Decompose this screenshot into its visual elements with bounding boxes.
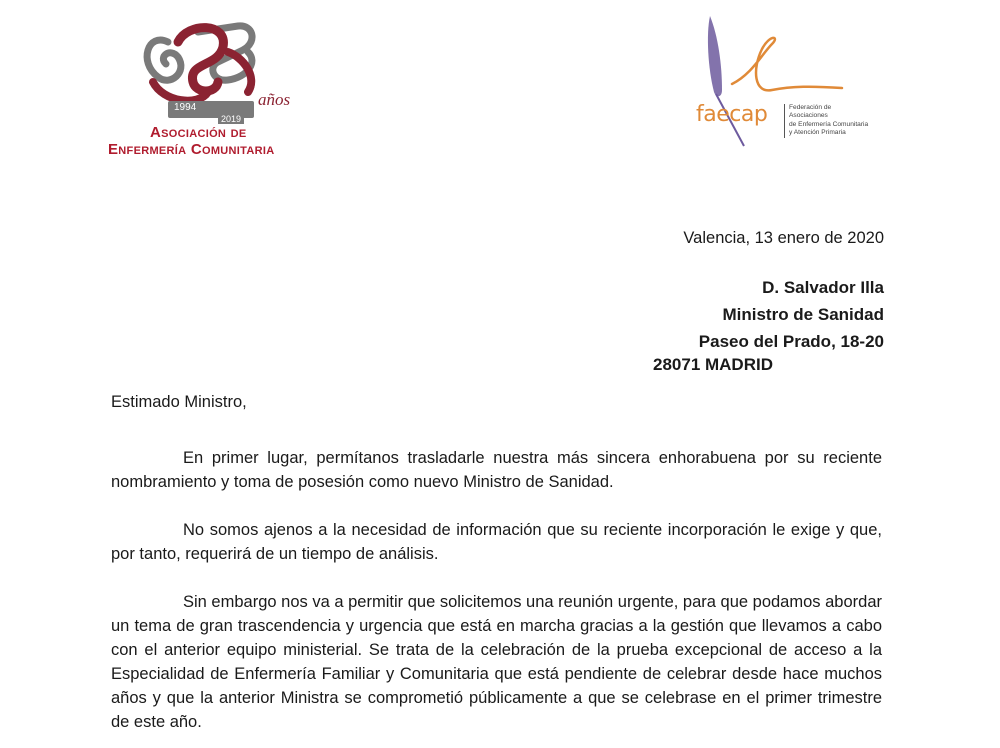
aec-name-line1: Asociación de [150, 124, 247, 141]
faecap-desc-line1: Federación de Asociaciones [789, 104, 832, 120]
faecap-desc-line2: de Enfermería Comunitaria [789, 120, 869, 128]
faecap-desc-line3: y Atención Primaria [789, 129, 846, 137]
recipient-title: Ministro de Sanidad [722, 305, 884, 324]
greeting: Estimado Ministro, [111, 393, 247, 411]
recipient-city: 28071 MADRID [653, 355, 773, 374]
faecap-description [784, 104, 871, 138]
paragraph-1: En primer lugar, permítanos trasladarle nuestra más sincera enhorabuena por su reciente nombramiento y toma de posesión como nuevo Ministro de Sanidad. [111, 449, 882, 491]
recipient-name: D. Salvador Illa [762, 278, 884, 297]
aec-name-line2: Enfermería Comunitaria [108, 141, 275, 158]
year-start: 1994 [174, 102, 197, 113]
faecap-wordmark: faecap [696, 102, 768, 127]
anos-label: años [258, 90, 291, 109]
recipient-street: Paseo del Prado, 18-20 [698, 332, 884, 351]
aec-logo [108, 22, 308, 162]
letter-date: Valencia, 13 enero de 2020 [683, 229, 884, 247]
paragraph-2: No somos ajenos a la necesidad de información que su reciente incorporación le exige y que, por tanto, requerirá de un tiempo de análisis. [111, 521, 882, 563]
year-end: 2019 [218, 114, 244, 124]
paragraph-3: Sin embargo nos va a permitir que solicitemos una reunión urgente, para que podamos abordar un tema de gran trascendencia y urgencia que está en marcha gracias a la gestión que llevamos a cabo con el anterior equipo ministerial. Se trata de la celebración de la prueba excepcional de acceso a la Especialidad de Enfermería Familiar y Comunitaria que está pendiente de celebrar desde hace muchos años y que la anterior Ministra se comprometió públicamente a que se celebrase en el primer trimestre de este año. [111, 593, 882, 731]
faecap-logo [692, 14, 869, 154]
